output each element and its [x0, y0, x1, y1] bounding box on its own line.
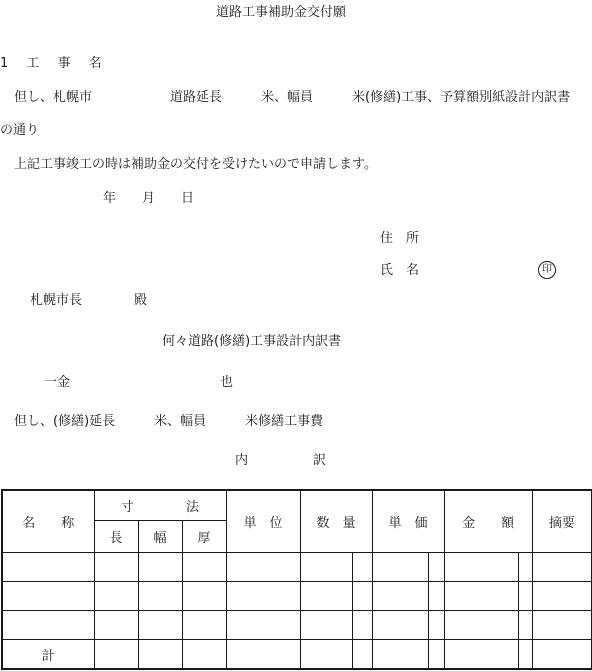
item1-line1: 但し、札幌市 道路延長 米、幅員 米(修繕)工事、予算額別紙設計内訳書	[14, 90, 571, 105]
header-unit: 単 位	[226, 490, 300, 552]
header-amount: 金 額	[444, 490, 532, 552]
header-length: 長	[94, 520, 138, 552]
date-field: 年 月 日	[103, 191, 195, 206]
proviso-text: 但し、(修繕)延長 米、幅員 米修繕工事費	[14, 414, 324, 429]
header-quantity: 数 量	[300, 490, 372, 552]
request-text: 上記工事竣工の時は補助金の交付を受けたいので申請します。	[14, 157, 377, 172]
item1-label: 1 工 事 名	[0, 56, 102, 71]
amount-suffix: 也	[220, 375, 234, 390]
item1-line2: の通り	[0, 123, 40, 138]
breakdown-title: 何々道路(修繕)工事設計内訳書	[162, 334, 342, 349]
header-remarks: 摘要	[532, 490, 592, 552]
document-title: 道路工事補助金交付願	[216, 5, 347, 20]
table-row	[2, 552, 592, 581]
address-label: 住 所	[380, 231, 420, 246]
breakdown-table	[1, 489, 592, 670]
amount-prefix: 一金	[44, 375, 71, 390]
seal-mark: 印	[538, 261, 556, 279]
header-unit-price: 単 価	[372, 490, 444, 552]
header-thickness: 厚	[182, 520, 226, 552]
header-width: 幅	[138, 520, 182, 552]
table-row	[2, 581, 592, 610]
addressee: 札幌市長 殿	[30, 293, 148, 308]
header-dimensions: 寸 法	[94, 490, 226, 520]
uchiwake-heading: 内 訳	[235, 453, 327, 468]
table-row	[2, 611, 592, 640]
total-label: 計	[2, 640, 94, 669]
header-name: 名 称	[2, 490, 94, 552]
table-total-row	[2, 640, 592, 669]
name-label: 氏 名	[380, 263, 420, 278]
